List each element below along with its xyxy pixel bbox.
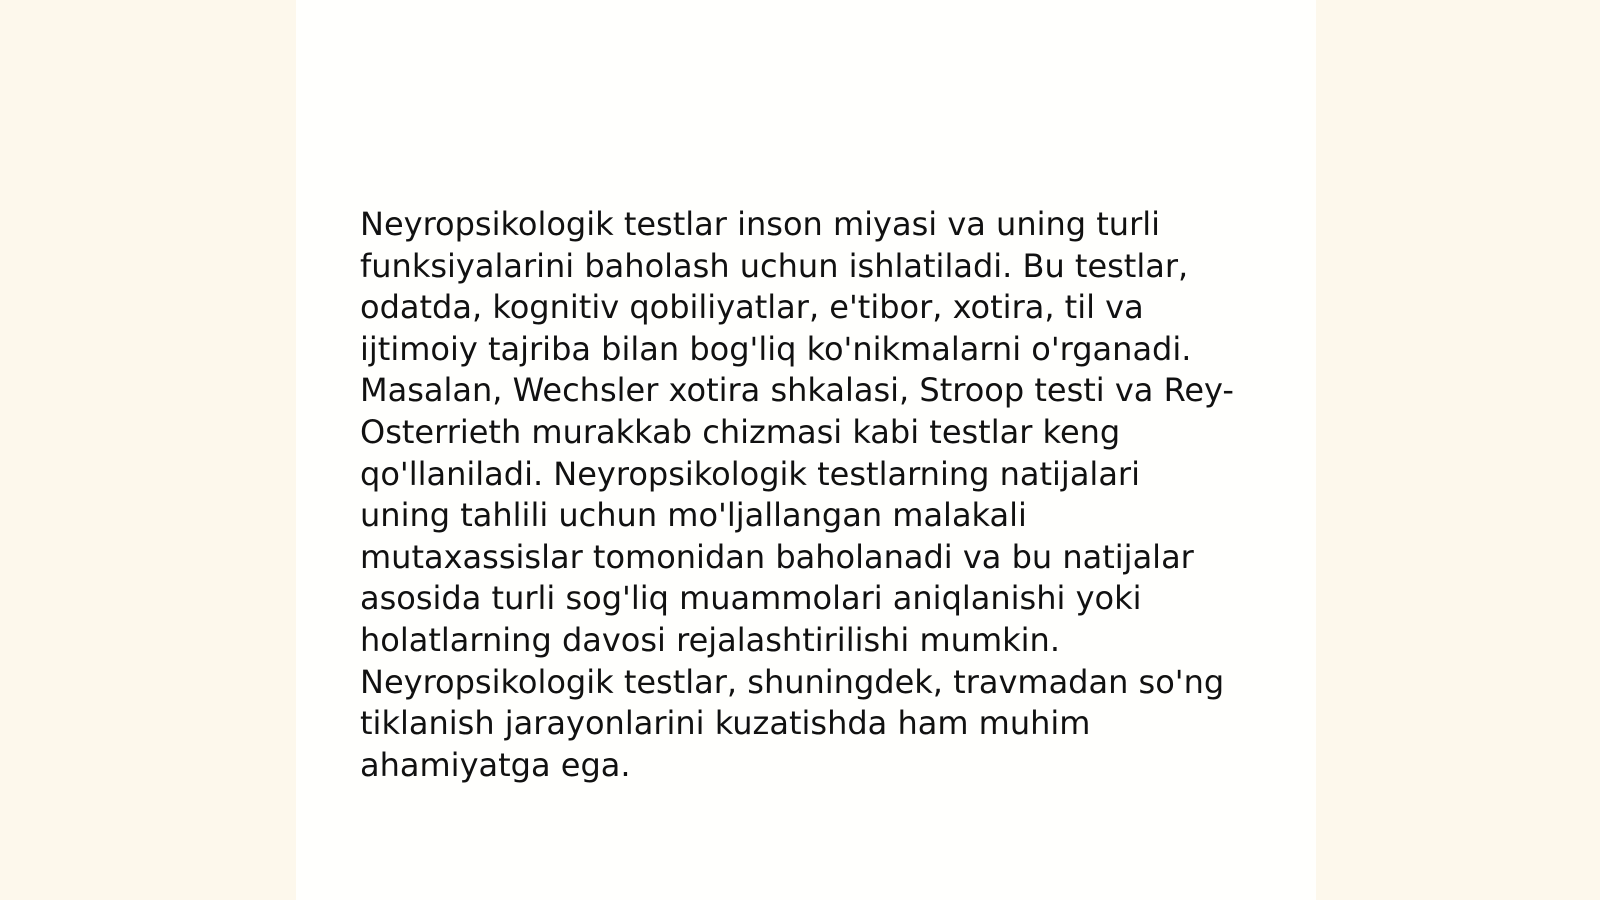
paragraph-line: Neyropsikologik testlar inson miyasi va uning turli — [360, 205, 1161, 243]
paragraph-line: Masalan, Wechsler xotira shkalasi, Stroop testi va Rey- — [360, 371, 1234, 410]
paragraph-line: ijtimoiy tajriba bilan bog'liq ko'nikmalarni o'rganadi. — [360, 329, 1192, 368]
paragraph-line: tiklanish jarayonlarini kuzatishda ham muhim — [360, 704, 1091, 743]
paragraph-line: Osterrieth murakkab chizmasi kabi testlar keng — [360, 412, 1121, 451]
paragraph-line: holatlarning davosi rejalashtirilishi mumkin. — [360, 620, 1060, 659]
paragraph-line: odatda, kognitiv qobiliyatlar, e'tibor, xotira, til va — [360, 288, 1144, 327]
document-page — [296, 0, 1316, 900]
paragraph-line: funksiyalarini baholash uchun ishlatiladi. Bu testlar, — [360, 246, 1189, 285]
paragraph-line: asosida turli sog'liq muammolari aniqlanishi yoki — [360, 579, 1142, 618]
paragraph-line: uning tahlili uchun mo'ljallangan malakali — [360, 496, 1027, 535]
paragraph-line: ahamiyatga ega. — [360, 745, 631, 784]
body-paragraph — [360, 204, 1260, 786]
paragraph-line: qo'llaniladi. Neyropsikologik testlarning natijalari — [360, 454, 1140, 493]
paragraph-line: Neyropsikologik testlar, shuningdek, travmadan so'ng — [360, 662, 1225, 701]
paragraph-line: mutaxassislar tomonidan baholanadi va bu natijalar — [360, 537, 1194, 576]
